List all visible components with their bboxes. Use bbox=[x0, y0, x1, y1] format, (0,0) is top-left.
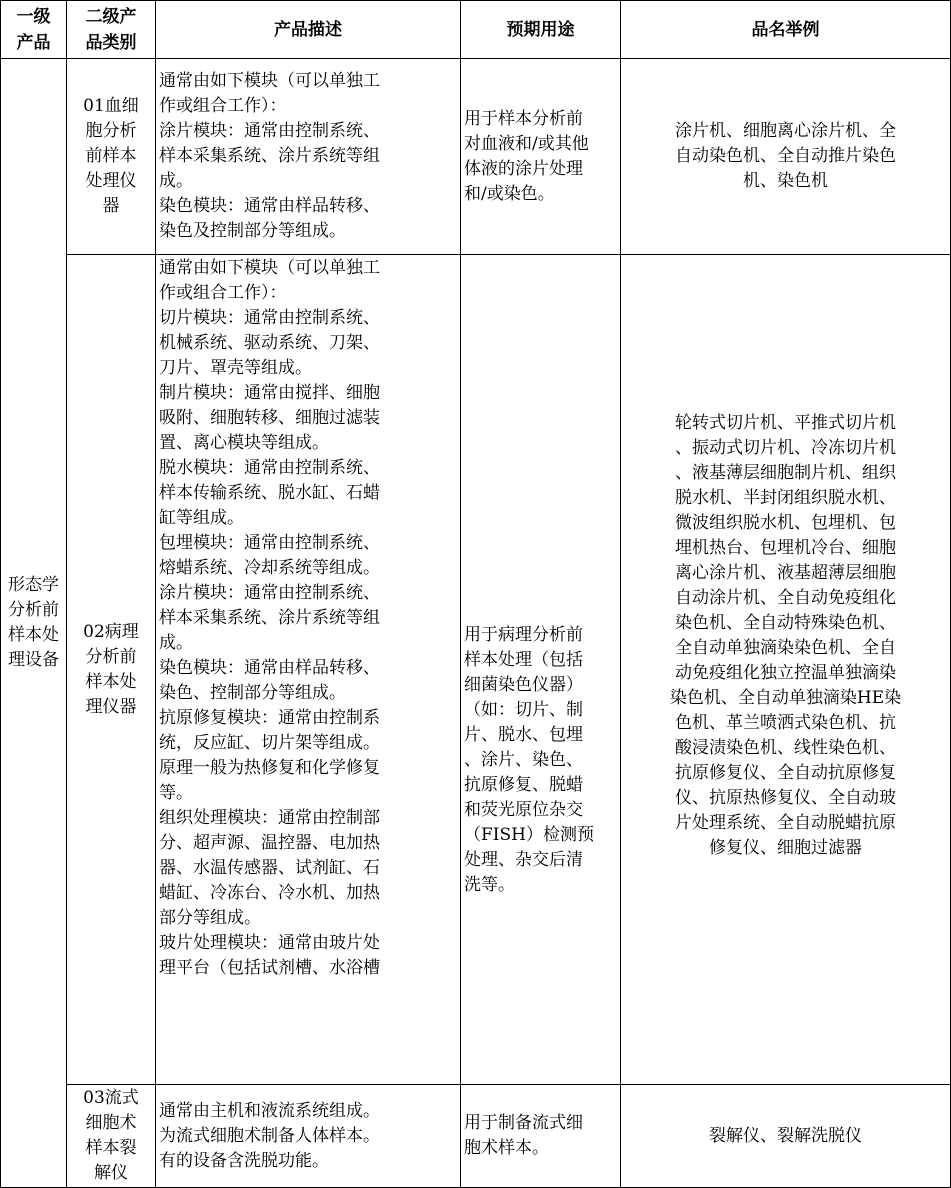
text-line: 轮转式切片机、平推式切片机 bbox=[675, 413, 896, 433]
text-line: 成。 bbox=[159, 171, 193, 191]
text-line: 样本裂 bbox=[85, 1138, 137, 1158]
text-line: 涂片模块：通常由控制系统、 bbox=[159, 583, 380, 603]
text-line: 通常由如下模块（可以单独工 bbox=[159, 71, 380, 91]
text-line: 制片模块：通常由搅拌、细胞 bbox=[159, 383, 380, 403]
text-line: 二级产 bbox=[85, 6, 137, 27]
text-line: 对血液和/或其他 bbox=[464, 133, 589, 154]
category-cell bbox=[67, 59, 156, 255]
text-line: 样本采集系统、涂片系统等组 bbox=[159, 146, 380, 166]
examples-cell bbox=[621, 1085, 951, 1188]
text-line: 器、水温传感器、试剂缸、石 bbox=[159, 858, 380, 878]
text-line: 理平台（包括试剂槽、水浴槽 bbox=[159, 958, 380, 978]
text-line: 、振动式切片机、冷冻切片机 bbox=[675, 438, 896, 458]
text-line: 、液基薄层细胞制片机、组织 bbox=[675, 463, 896, 483]
text-line: 和荧光原位杂交 bbox=[464, 800, 583, 820]
description-cell bbox=[156, 1085, 461, 1188]
text-line: 通常由主机和液流系统组成。 bbox=[159, 1100, 380, 1121]
text-line: （如：切片、制 bbox=[464, 700, 583, 720]
header-second-level bbox=[67, 1, 156, 59]
text-line: 裂解仪、裂解洗脱仪 bbox=[709, 1125, 862, 1146]
text-line: 洗等。 bbox=[464, 875, 515, 895]
text-line: 机、染色机 bbox=[743, 171, 828, 191]
text-line: 器 bbox=[102, 196, 120, 216]
text-line: 刀片、罩壳等组成。 bbox=[159, 358, 312, 378]
category-cell bbox=[67, 1085, 156, 1188]
text-line: 为流式细胞术制备人体样本。 bbox=[159, 1125, 380, 1146]
header-intended-use: 预期用途 bbox=[461, 1, 621, 59]
examples-cell bbox=[621, 255, 951, 1085]
text-line: 成。 bbox=[159, 633, 193, 653]
text-line: 置、离心模块等组成。 bbox=[159, 433, 329, 453]
header-first-level bbox=[1, 1, 67, 59]
text-line: 品类别 bbox=[85, 32, 137, 53]
text-line: 动免疫组化独立控温单独滴染 bbox=[675, 663, 896, 683]
text-line: 染色及控制部分等组成。 bbox=[159, 221, 346, 241]
text-line: 02病理 bbox=[83, 621, 139, 642]
text-line: 染色、控制部分等组成。 bbox=[159, 683, 346, 703]
text-line: 片处理系统、全自动脱蜡抗原 bbox=[675, 813, 896, 833]
text-line: 染色机、全自动单独滴染HE染 bbox=[669, 688, 902, 708]
table-row bbox=[1, 1085, 951, 1188]
text-line: 等。 bbox=[159, 783, 193, 803]
text-line: 01血细 bbox=[83, 96, 139, 116]
text-line: 胞分析 bbox=[85, 121, 137, 141]
text-line: 自动涂片机、全自动免疫组化 bbox=[675, 588, 896, 608]
header-description: 产品描述 bbox=[156, 1, 461, 59]
text-line: 自动染色机、全自动推片染色 bbox=[675, 146, 896, 166]
table-row bbox=[1, 255, 951, 1085]
text-line: 抗原修复、脱蜡 bbox=[464, 775, 583, 795]
intended-use-cell bbox=[461, 255, 621, 1085]
examples-cell bbox=[621, 59, 951, 255]
text-line: 理设备 bbox=[8, 650, 59, 670]
text-line: 分析前 bbox=[85, 646, 137, 667]
text-line: 一级 bbox=[16, 6, 51, 27]
text-line: 缸等组成。 bbox=[159, 508, 244, 528]
text-line: 产品 bbox=[16, 32, 51, 53]
table-row bbox=[1, 59, 951, 255]
text-line: 仪、抗原热修复仪、全自动玻 bbox=[675, 788, 896, 808]
text-line: 用于病理分析前 bbox=[464, 625, 583, 645]
first-level-cell bbox=[1, 59, 67, 1188]
text-line: 样本处 bbox=[85, 671, 137, 692]
text-line: 形态学 bbox=[8, 575, 59, 595]
text-line: 样本传输系统、脱水缸、石蜡 bbox=[159, 483, 380, 503]
text-line: 玻片处理模块：通常由玻片处 bbox=[159, 933, 380, 953]
header-examples: 品名举例 bbox=[621, 1, 951, 59]
intended-use-cell bbox=[461, 59, 621, 255]
text-line: 部分等组成。 bbox=[159, 908, 261, 928]
text-line: 埋机热台、包埋机冷台、细胞 bbox=[675, 538, 896, 558]
text-line: 吸附、细胞转移、细胞过滤装 bbox=[159, 408, 380, 428]
text-line: 体液的涂片处理 bbox=[464, 158, 583, 179]
text-line: 分、超声源、温控器、电加热 bbox=[159, 833, 380, 853]
text-line: 统，反应缸、切片架等组成。 bbox=[159, 733, 380, 753]
text-line: 通常由如下模块（可以单独工 bbox=[159, 258, 380, 278]
text-line: 细胞术 bbox=[85, 1113, 137, 1133]
text-line: 样本处理（包括 bbox=[464, 650, 583, 670]
text-line: 样本采集系统、涂片系统等组 bbox=[159, 608, 380, 628]
text-line: 组织处理模块：通常由控制部 bbox=[159, 808, 380, 828]
text-line: 酸浸渍染色机、线性染色机、 bbox=[675, 738, 896, 758]
text-line: 蜡缸、冷冻台、冷水机、加热 bbox=[159, 883, 380, 903]
text-line: 解仪 bbox=[94, 1163, 128, 1183]
text-line: 抗原修复仪、全自动抗原修复 bbox=[675, 763, 896, 783]
text-line: 切片模块：通常由控制系统、 bbox=[159, 308, 380, 328]
text-line: 片、脱水、包埋 bbox=[464, 725, 583, 745]
header-row bbox=[1, 1, 951, 59]
text-line: 处理仪 bbox=[85, 171, 137, 191]
text-line: 原理一般为热修复和化学修复 bbox=[159, 758, 380, 778]
text-line: 熔蜡系统、冷却系统等组成。 bbox=[159, 558, 380, 578]
text-line: 作或组合工作）： bbox=[159, 283, 287, 303]
text-line: 染色机、全自动特殊染色机、 bbox=[675, 613, 896, 633]
text-line: 涂片模块：通常由控制系统、 bbox=[159, 121, 380, 141]
text-line: 理仪器 bbox=[85, 696, 137, 717]
text-line: 涂片机、细胞离心涂片机、全 bbox=[675, 121, 896, 141]
text-line: 和/或染色。 bbox=[464, 183, 555, 204]
text-line: 离心涂片机、液基超薄层细胞 bbox=[675, 563, 896, 583]
text-line: 脱水机、半封闭组织脱水机、 bbox=[675, 488, 896, 508]
text-line: 染色模块：通常由样品转移、 bbox=[159, 658, 380, 678]
text-line: 染色模块：通常由样品转移、 bbox=[159, 196, 380, 216]
description-cell bbox=[156, 255, 461, 1085]
intended-use-cell bbox=[461, 1085, 621, 1188]
text-line: 处理、杂交后清 bbox=[464, 850, 583, 870]
text-line: 、涂片、染色、 bbox=[464, 750, 583, 770]
text-line: 作或组合工作）： bbox=[159, 96, 287, 116]
category-cell bbox=[67, 255, 156, 1085]
text-line: 用于样本分析前 bbox=[464, 108, 583, 129]
text-line: 微波组织脱水机、包埋机、包 bbox=[675, 513, 896, 533]
text-line: 前样本 bbox=[85, 146, 137, 166]
text-line: 抗原修复模块：通常由控制系 bbox=[159, 708, 380, 728]
text-line: 机械系统、驱动系统、刀架、 bbox=[159, 333, 380, 353]
text-line: （FISH）检测预 bbox=[464, 825, 594, 845]
text-line: 样本处 bbox=[8, 625, 59, 645]
description-cell bbox=[156, 59, 461, 255]
text-line: 色机、革兰喷洒式染色机、抗 bbox=[675, 713, 896, 733]
text-line: 用于制备流式细 bbox=[464, 1113, 583, 1133]
text-line: 分析前 bbox=[8, 600, 59, 620]
text-line: 有的设备含洗脱功能。 bbox=[159, 1150, 329, 1171]
text-line: 胞术样本。 bbox=[464, 1138, 549, 1158]
text-line: 03流式 bbox=[83, 1088, 139, 1108]
text-line: 修复仪、细胞过滤器 bbox=[709, 838, 862, 858]
text-line: 包埋模块：通常由控制系统、 bbox=[159, 533, 380, 553]
text-line: 细菌染色仪器） bbox=[464, 675, 583, 695]
text-line: 全自动单独滴染染色机、全自 bbox=[675, 638, 896, 658]
text-line: 脱水模块：通常由控制系统、 bbox=[159, 458, 380, 478]
